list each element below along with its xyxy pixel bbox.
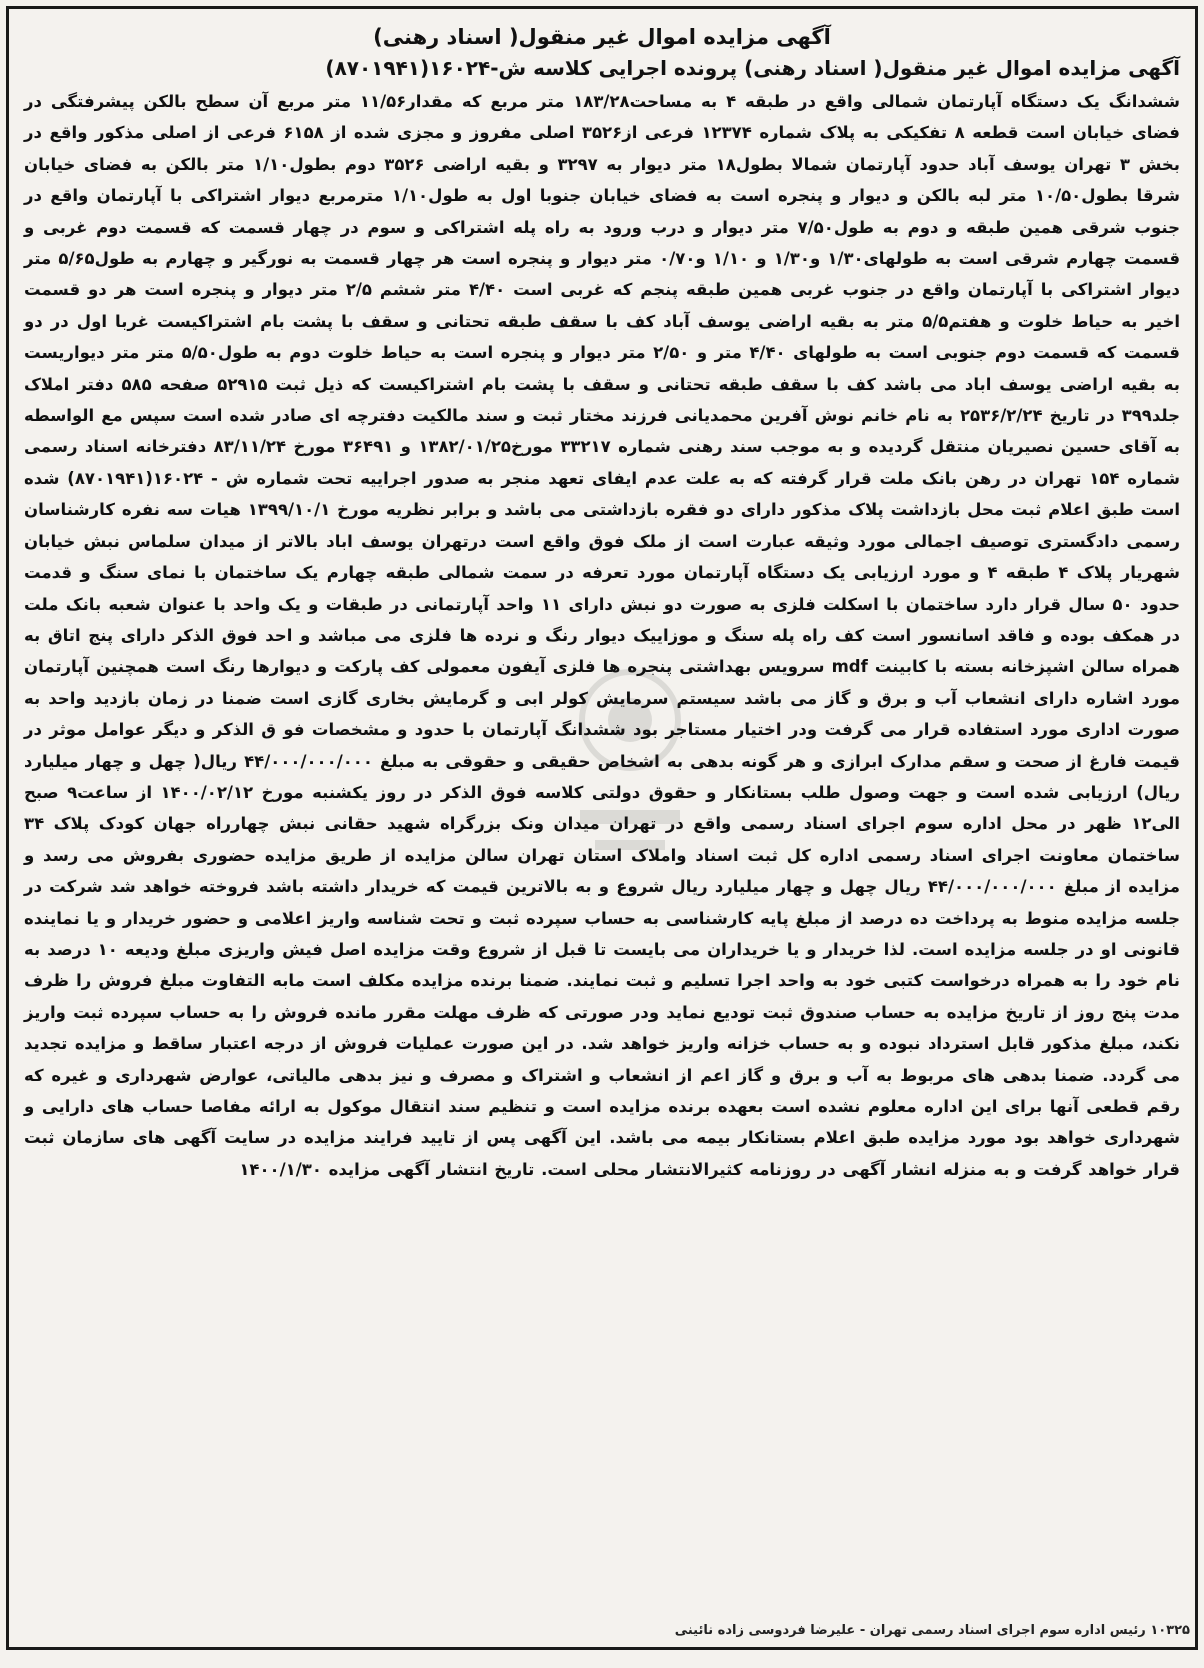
notice-subtitle: آگهی مزایده اموال غیر منقول( اسناد رهنی) پرونده اجرایی کلاسه ش-۱۶۰۲۴(۸۷۰۱۹۴۱) [325, 56, 1180, 80]
notice-signature: ۱۰۳۲۵ رئیس اداره سوم اجرای اسناد رسمی تهران - علیرضا فردوسی زاده نائینی [674, 1623, 1190, 1638]
notice-body: ششدانگ یک دستگاه آپارتمان شمالی واقع در طبقه ۴ به مساحت۱۸۳/۲۸ متر مربع که مقدار۱۱/۵۶ متر مربع آن سطح بالکن پیشرفتگی در فضای خیابان است قطعه ۸ تفکیکی به پلاک شماره ۱۲۳۷۴ فرعی از۳۵۲۶ اصلی مفروز و مجزی شده از ۶۱۵۸ فرعی از اصلی مذکور واقع در بخش ۳ تهران یوسف آباد حدود آپارتمان شمالا بطول۱۸ متر دیوار به ۳۲۹۷ و بقیه اراضی ۳۵۲۶ دوم بطول۱/۱۰ متر بالکن به فضای خیابان شرقا بطول۱۰/۵۰ متر لبه بالکن و دیوار و پنجره است به فضای خیابان جنوبا اول به طول۱/۱۰ مترمربع دیوار اشتراکی با آپارتمان واقع در جنوب شرقی همین طبقه و دوم به طول۷/۵۰ متر دیوار و درب ورود به راه پله اشتراکی و سوم در چهار قسمت که قسمت دوم غربی و قسمت چهارم شرقی است به طولهای۱/۳۰ و۱/۳۰ و ۱/۱۰ و۰/۷۰ متر دیوار و پنجره است هر چهار قسمت به نورگیر و چهارم به طول۵/۶۵ متر دیوار اشتراکی با آپارتمان واقع در جنوب غربی همین طبقه پنجم که غربی است ۴/۴۰ متر ششم ۲/۵ متر دیوار و پنجره است هر دو قسمت اخیر به حیاط خلوت و هفتم۵/۵ متر به بقیه اراضی یوسف آباد کف با سقف طبقه تحتانی و سقف با پشت بام اشتراکیست غربا اول در دو قسمت که قسمت دوم جنوبی است به طولهای ۴/۴۰ متر و ۲/۵۰ متر دیوار و پنجره است به حیاط خلوت دوم به طول۵/۵۰ متر متر دیواریست به بقیه اراضی یوسف اباد می باشد کف با سقف طبقه تحتانی و سقف با پشت بام اشتراکیست که ذیل ثبت ۵۲۹۱۵ صفحه ۵۸۵ دفتر املاک جلد۳۹۹ در تاریخ ۲۵۳۶/۲/۲۴ به نام خانم نوش آفرین محمدیانی فرزند مختار ثبت و سند مالکیت دفترچه ای صادر شده است سپس مع الواسطه به آقای حسین نصیریان منتقل گردیده و به موجب سند رهنی شماره ۳۳۲۱۷ مورخ۱۳۸۲/۰۱/۲۵ و ۳۶۴۹۱ مورخ ۸۳/۱۱/۲۴ دفترخانه اسناد رسمی شماره ۱۵۴ تهران در رهن بانک ملت قرار گرفته که به علت عدم ایفای تعهد منجر به صدور اجراییه تحت شماره ش - ۱۶۰۲۴(۸۷۰۱۹۴۱) شده است طبق اعلام ثبت محل بازداشت پلاک مذکور دارای دو فقره بازداشتی می باشد و برابر نظریه مورخ ۱۳۹۹/۱۰/۱ هیات سه نفره کارشناسان رسمی دادگستری توصیف اجمالی مورد وثیقه عبارت است از ملک فوق واقع است درتهران یوسف اباد بالاتر از میدان سلماس نبش خیابان شهریار پلاک ۴ طبقه ۴ و مورد ارزیابی یک دستگاه آپارتمان مورد تعرفه در سمت شمالی طبقه چهارم یک ساختمان با نمای سنگ و قدمت حدود ۵۰ سال قرار دارد ساختمان با اسکلت فلزی به صورت دو نبش دارای ۱۱ واحد آپارتمانی در طبقات و یک واحد با عنوان شعبه بانک ملت در همکف بوده و فاقد اسانسور است کف راه پله سنگ و موزاییک دیوار رنگ و نرده ها فلزی می مباشد و احد فوق الذکر دارای پنج اتاق به همراه سالن اشپزخانه بسته با کابینت mdf سرویس بهداشتی پنجره ها فلزی آیفون معمولی کف پارکت و دیوارها رنگ است همچنین آپارتمان مورد اشاره دارای انشعاب آب و برق و گاز می باشد سیستم سرمایش کولر ابی و گرمایش بخاری گازی است ضمنا در زمان بازدید واحد به صورت اداری مورد استفاده قرار می گرفت ودر اختیار مستاجر بود ششدانگ آپارتمان با حدود و مشخصات فو ق الذکر و دیگر عوامل موثر در قیمت فارغ از صحت و سقم مدارک ابرازی و هر گونه بدهی به اشخاص حقیقی و حقوقی به مبلغ ۴۴/۰۰۰/۰۰۰/۰۰۰ ریال( چهل و چهار میلیارد ریال) ارزیابی شده است و جهت وصول طلب بستانکار و حقوق دولتی کلاسه فوق الذکر در روز یکشنبه مورخ ۱۴۰۰/۰۲/۱۲ از ساعت۹ صبح الی۱۲ ظهر در محل اداره سوم اجرای اسناد رسمی واقع در تهران میدان ونک بزرگراه شهید حقانی نبش چهارراه جهان کودک پلاک ۳۴ ساختمان معاونت اجرای اسناد رسمی اداره کل ثبت اسناد واملاک استان تهران سالن مزایده از طریق مزایده حضوری بفروش می رسد و مزایده از مبلغ ۴۴/۰۰۰/۰۰۰/۰۰۰ ریال چهل و چهار میلیارد ریال شروع و به بالاترین قیمت که خریدار داشته باشد فروخته خواهد شد شرکت در جلسه مزایده منوط به پرداخت ده درصد از مبلغ پایه کارشناسی به حساب سپرده ثبت و تحت شناسه واریز اعلامی و حضور خریدار و یا نماینده قانونی او در جلسه مزایده است. لذا خریدار و یا خریداران می بایست تا قبل از شروع وقت مزایده اصل فیش واریزی مبلغ ودیعه ۱۰ درصد به نام خود را به همراه درخواست کتبی خود به واحد اجرا تسلیم و ثبت نمایند. ضمنا برنده مزایده مکلف است مابه التفاوت مبلغ فروش را ظرف مدت پنج روز از تاریخ مزایده به حساب صندوق ثبت تودیع نماید ودر صورتی که ظرف مهلت مقرر مانده فروش را به حساب سپرده ثبت واریز نکند، مبلغ مذکور قابل استرداد نبوده و به حساب خزانه واریز خواهد شد. در این صورت عملیات فروش از درجه اعتبار ساقط و مزایده تجدید می گردد. ضمنا بدهی های مربوط به آب و برق و گاز اعم از انشعاب و اشتراک و مصرف و نیز بدهی مالیاتی، عوارض شهرداری و غیره که رقم قطعی آنها برای این اداره معلوم نشده است بعهده برنده مزایده است و تنظیم سند انتقال موکول به ارائه مفاصا حساب های دارایی و شهرداری خواهد بود مورد مزایده طبق اعلام بستانکار بیمه می باشد. این آگهی پس از تایید فرایند مزایده در سایت آگهی های سازمان ثبت قرار خواهد گرفت و به منزله انشار آگهی در روزنامه کثیرالانتشار محلی است. تاریخ انتشار آگهی مزایده ۱۴۰۰/۱/۳۰ [24, 92, 1181, 1179]
notice-headline: آگهی مزایده اموال غیر منقول( اسناد رهنی) [373, 25, 831, 49]
notice-content [10, 8, 1194, 1185]
